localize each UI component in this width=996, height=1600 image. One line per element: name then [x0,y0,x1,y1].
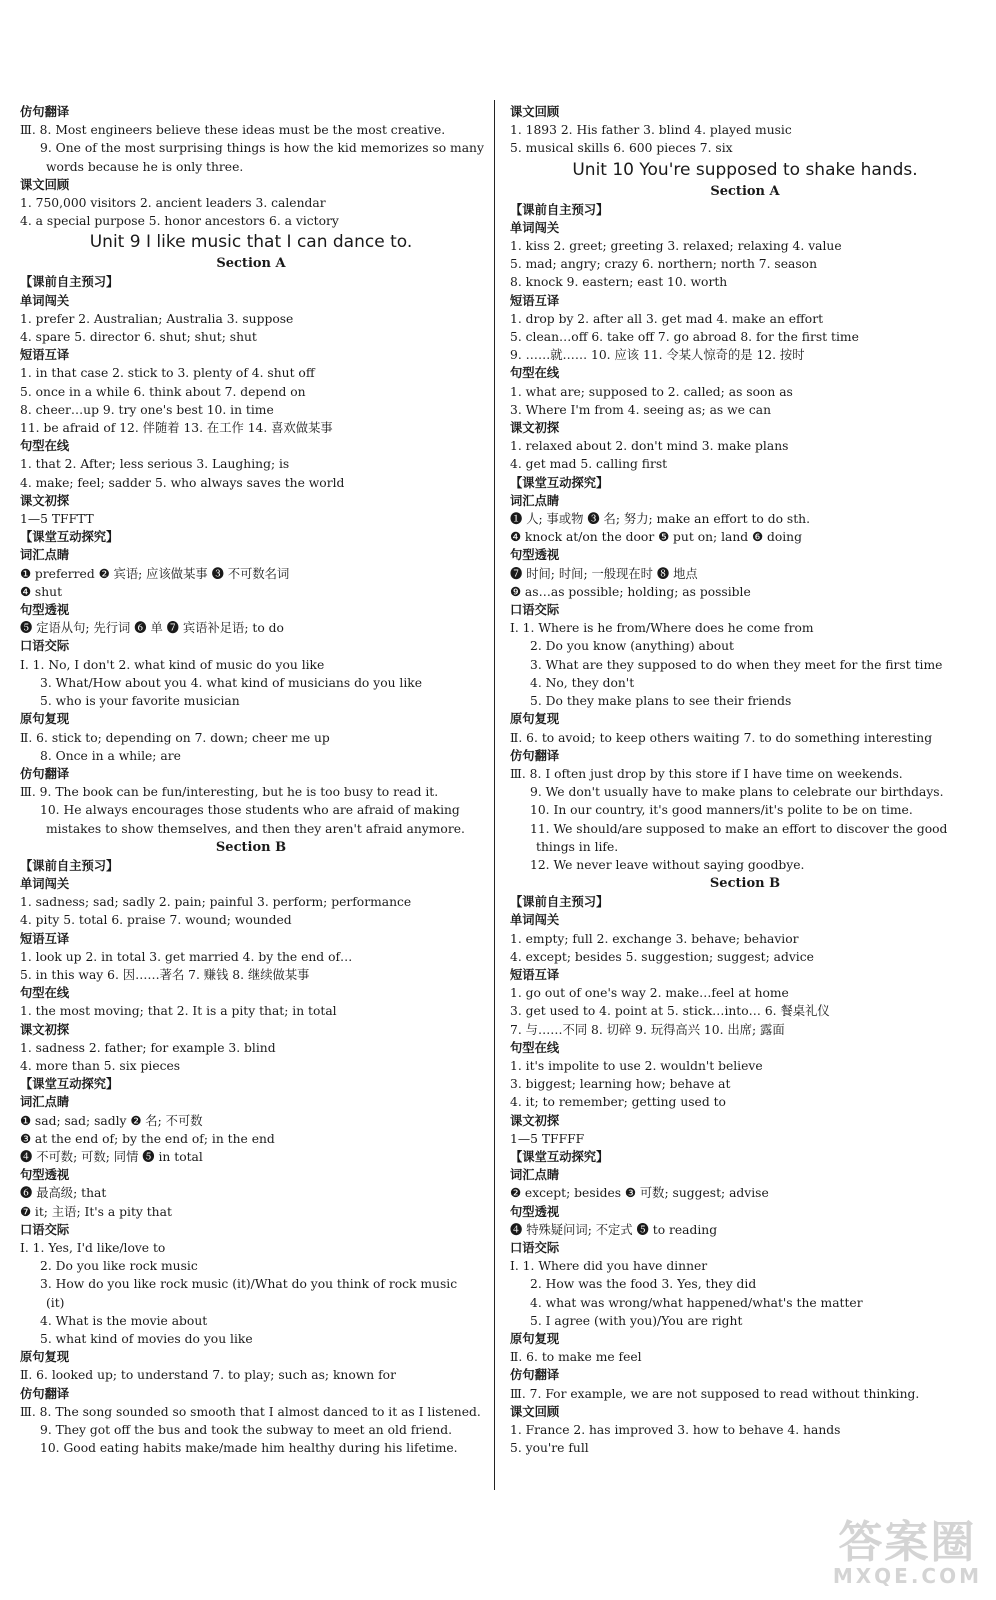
answer-line: 5. musical skills 6. 600 pieces 7. six [510,141,733,156]
answer-line: 4. spare 5. director 6. shut; shut; shut [20,330,257,345]
answer-line: Ⅲ. 9. The book can be fun/interesting, but he is too busy to read it. [20,785,439,800]
section-heading: 原句复现 [20,712,70,727]
section-heading: 课文回顾 [20,177,70,192]
answer-line: ❸ at the end of; by the end of; in the end [20,1131,275,1146]
section-heading: 课文回顾 [510,105,560,119]
answer-line: 1. sadness 2. father; for example 3. blind [20,1040,276,1055]
answer-line: ❷ except; besides ❸ 可数; suggest; advise [510,1186,769,1201]
answer-line: mistakes to show themselves, and then they aren't afraid anymore. [46,821,465,836]
section-heading: 短语互译 [510,967,560,982]
answer-line: ❼ 时间; 时间; 一般现在时 ❽ 地点 [510,566,698,581]
answer-line: Ⅲ. 7. For example, we are not supposed to read without thinking. [510,1386,920,1401]
answer-line: 4. make; feel; sadder 5. who always saves the world [20,475,345,490]
answer-line: ❺ 定语从句; 先行词 ❻ 单 ❼ 宾语补足语; to do [20,621,284,636]
answer-line: Ⅰ. 1. Yes, I'd like/love to [20,1240,166,1255]
answer-line: 1. in that case 2. stick to 3. plenty of 4. shut off [20,366,315,381]
section-heading: 课文初探 [510,1113,560,1128]
answer-line: 8. knock 9. eastern; east 10. worth [510,275,728,290]
left-column [20,103,482,1457]
answer-line: 4. it; to remember; getting used to [510,1095,726,1110]
answer-line: 10. He always encourages those students who are afraid of making [40,803,460,818]
section-heading: 句型在线 [510,1040,560,1055]
section-title: Section A [710,183,780,199]
answer-line: Ⅱ. 6. to avoid; to keep others waiting 7. to do something interesting [510,730,933,745]
answer-line: 1. relaxed about 2. don't mind 3. make plans [510,439,789,454]
answer-line: 1. look up 2. in total 3. get married 4. by the end of… [20,949,353,964]
section-heading: 【课堂互动探究】 [510,475,609,490]
answer-line: 4. more than 5. six pieces [20,1058,181,1073]
answer-line: 10. In our country, it's good manners/it's polite to be on time. [530,803,913,818]
section-heading: 课文初探 [20,1022,70,1037]
answer-line: 1—5 TFFTT [20,512,94,527]
answer-line: 10. Good eating habits make/made him healthy during his lifetime. [40,1441,458,1456]
answer-line: 8. cheer…up 9. try one's best 10. in time [20,402,274,417]
right-column [510,103,980,1457]
answer-line: Ⅰ. 1. No, I don't 2. what kind of music do you like [20,657,325,672]
section-heading: 课文初探 [20,493,70,508]
answer-line: 5. clean…off 6. take off 7. go abroad 8. for the first time [510,330,859,345]
section-heading: 口语交际 [20,1222,70,1237]
answer-line: 11. We should/are supposed to make an effort to discover the good [530,821,948,836]
answer-line: 1. the most moving; that 2. It is a pity that; in total [20,1004,337,1019]
section-heading: 【课前自主预习】 [510,202,609,217]
section-heading: 口语交际 [510,603,560,618]
answer-line: Ⅲ. 8. Most engineers believe these ideas must be the most creative. [20,123,446,138]
column-divider [494,100,495,1490]
answer-line: 5. I agree (with you)/You are right [530,1313,743,1328]
answer-line: 4. get mad 5. calling first [510,457,668,472]
section-title: Section B [709,876,781,892]
section-heading: 短语互译 [20,931,70,946]
answer-line: 1. what are; supposed to 2. called; as soon as [510,384,793,399]
answer-line: 3. How do you like rock music (it)/What do you think of rock music [40,1277,458,1292]
answer-line: 1. France 2. has improved 3. how to behave 4. hands [510,1423,841,1438]
section-heading: 单词闯关 [20,876,70,891]
answer-line: ❶ 人; 事或物 ❸ 名; 努力; make an effort to do sth. [510,512,811,527]
answer-line: 9. One of the most surprising things is how the kid memorizes so many [40,141,484,156]
section-title: Section B [215,839,287,855]
answer-line: ❶ sad; sad; sadly ❷ 名; 不可数 [20,1113,203,1128]
answer-line: 3. What are they supposed to do when they meet for the first time [530,657,943,672]
section-heading: 词汇点睛 [510,493,560,508]
section-heading: 句型透视 [20,1168,70,1183]
section-heading: 句型透视 [510,1204,560,1219]
answer-line: Ⅱ. 6. stick to; depending on 7. down; cheer me up [20,730,330,745]
answer-line: 5. Do they make plans to see their friends [530,694,792,709]
answer-line: 4. No, they don't [530,675,635,690]
answer-line: 1. kiss 2. greet; greeting 3. relaxed; relaxing 4. value [510,239,842,254]
section-heading: 【课前自主预习】 [510,895,609,910]
answer-line: 1. go out of one's way 2. make…feel at home [510,986,789,1001]
watermark-logo: 答案圈 [838,1517,977,1568]
answer-line: Ⅲ. 8. The song sounded so smooth that I almost danced to it as I listened. [20,1404,481,1419]
section-heading: 词汇点睛 [20,548,70,563]
section-heading: 句型在线 [510,366,560,381]
section-heading: 词汇点睛 [20,1095,70,1110]
answer-line: 2. How was the food 3. Yes, they did [530,1277,757,1292]
answer-line: Ⅱ. 6. to make me feel [510,1350,642,1365]
section-heading: 句型透视 [20,603,70,618]
watermark [832,1517,982,1588]
answer-line: 4. what was wrong/what happened/what's the matter [530,1295,863,1310]
section-heading: 【课堂互动探究】 [20,1077,119,1092]
section-heading: 句型透视 [510,548,560,563]
section-heading: 单词闯关 [510,913,560,928]
answer-line: 4. pity 5. total 6. praise 7. wound; wounded [20,913,292,928]
answer-line: 2. Do you know (anything) about [530,639,734,654]
answer-line: (it) [46,1295,65,1310]
answer-line: ❾ as…as possible; holding; as possible [510,584,751,599]
answer-line: ❻ 最高级; that [20,1186,107,1201]
section-heading: 仿句翻译 [510,1368,560,1383]
section-heading: 原句复现 [510,712,560,727]
answer-line: 1. prefer 2. Australian; Australia 3. suppose [20,311,294,326]
section-heading: 仿句翻译 [20,105,70,119]
answer-line: 4. except; besides 5. suggestion; suggest; advice [510,949,814,964]
answer-line: 2. Do you like rock music [40,1259,198,1274]
section-heading: 仿句翻译 [20,766,70,781]
section-heading: 短语互译 [20,348,70,363]
unit-title: Unit 10 You're supposed to shake hands. [572,159,918,180]
answer-line: Ⅰ. 1. Where is he from/Where does he come from [510,621,814,636]
answer-line: 5. once in a while 6. think about 7. depend on [20,384,306,399]
answer-line: Ⅲ. 8. I often just drop by this store if I have time on weekends. [510,766,903,781]
answer-line: 12. We never leave without saying goodbye. [530,857,805,872]
answer-line: 5. in this way 6. 因……著名 7. 赚钱 8. 继续做某事 [20,967,310,982]
section-heading: 原句复现 [510,1332,560,1346]
answer-line: 3. biggest; learning how; behave at [510,1077,731,1092]
section-heading: 课文初探 [510,421,560,436]
answer-line: 1. 1893 2. His father 3. blind 4. played music [510,123,792,138]
section-heading: 口语交际 [20,639,70,654]
answer-line: 1. empty; full 2. exchange 3. behave; behavior [510,931,799,946]
answer-line: 1—5 TFFFF [510,1131,585,1146]
unit-title: Unit 9 I like music that I can dance to. [89,232,413,253]
answer-line: words because he is only three. [46,159,244,174]
answer-line: 1. sadness; sad; sadly 2. pain; painful 3. perform; performance [20,895,412,910]
answer-line: 7. 与……不同 8. 切碎 9. 玩得高兴 10. 出席; 露面 [510,1022,785,1037]
answer-line: ❶ preferred ❷ 宾语; 应该做某事 ❸ 不可数名词 [20,566,290,581]
section-heading: 【课前自主预习】 [20,858,119,873]
answer-line: ❹ 特殊疑问词; 不定式 ❺ to reading [510,1222,718,1237]
section-heading: 【课堂互动探究】 [20,530,119,545]
answer-line: 8. Once in a while; are [40,748,181,763]
answer-line: 9. ……就…… 10. 应该 11. 令某人惊奇的是 12. 按时 [510,348,805,363]
answer-line: ❹ knock at/on the door ❺ put on; land ❻ doing [510,530,802,545]
section-heading: 词汇点睛 [510,1168,560,1183]
section-heading: 【课堂互动探究】 [510,1149,609,1164]
answer-line: ❹ 不可数; 可数; 同情 ❺ in total [20,1149,203,1164]
answer-line: 3. Where I'm from 4. seeing as; as we can [510,402,771,417]
section-heading: 原句复现 [20,1350,70,1365]
answer-line: 11. be afraid of 12. 伴随着 13. 在工作 14. 喜欢做某事 [20,421,333,436]
section-heading: 单词闯关 [510,220,560,235]
answer-line: 4. What is the movie about [40,1313,208,1328]
section-heading: 短语互译 [510,293,560,308]
section-heading: 仿句翻译 [510,748,560,763]
section-heading: 口语交际 [510,1240,560,1255]
answer-line: 1. 750,000 visitors 2. ancient leaders 3. calendar [20,196,326,211]
answer-line: 5. who is your favorite musician [40,694,240,709]
answer-line: 9. They got off the bus and took the subway to meet an old friend. [40,1423,453,1438]
answer-line: 1. that 2. After; less serious 3. Laughing; is [20,457,290,472]
answer-line: 3. What/How about you 4. what kind of musicians do you like [40,675,423,690]
answer-line: 1. it's impolite to use 2. wouldn't believe [510,1058,763,1073]
section-heading: 单词闯关 [20,293,70,308]
answer-line: 9. We don't usually have to make plans to celebrate our birthdays. [530,785,944,800]
answer-line: Ⅱ. 6. looked up; to understand 7. to play; such as; known for [20,1368,396,1383]
answer-line: 4. a special purpose 5. honor ancestors 6. a victory [20,214,339,229]
answer-line: things in life. [536,839,619,854]
watermark-site: MXQE.COM [832,1564,982,1588]
answer-line: 1. drop by 2. after all 3. get mad 4. make an effort [510,311,824,326]
section-heading: 仿句翻译 [20,1386,70,1401]
section-title: Section A [216,256,286,272]
answer-line: 5. you're full [510,1441,589,1456]
section-heading: 句型在线 [20,439,70,454]
answer-line: ❹ shut [20,584,63,599]
answer-line: 5. mad; angry; crazy 6. northern; north 7. season [510,257,817,272]
section-heading: 【课前自主预习】 [20,275,119,290]
answer-line: Ⅰ. 1. Where did you have dinner [510,1259,708,1274]
answer-line: ❼ it; 主语; It's a pity that [20,1204,172,1219]
section-heading: 课文回顾 [510,1404,560,1419]
section-heading: 句型在线 [20,986,70,1001]
answer-line: 3. get used to 4. point at 5. stick…into… 6. 餐桌礼仪 [510,1004,830,1019]
answer-line: 5. what kind of movies do you like [40,1332,253,1346]
